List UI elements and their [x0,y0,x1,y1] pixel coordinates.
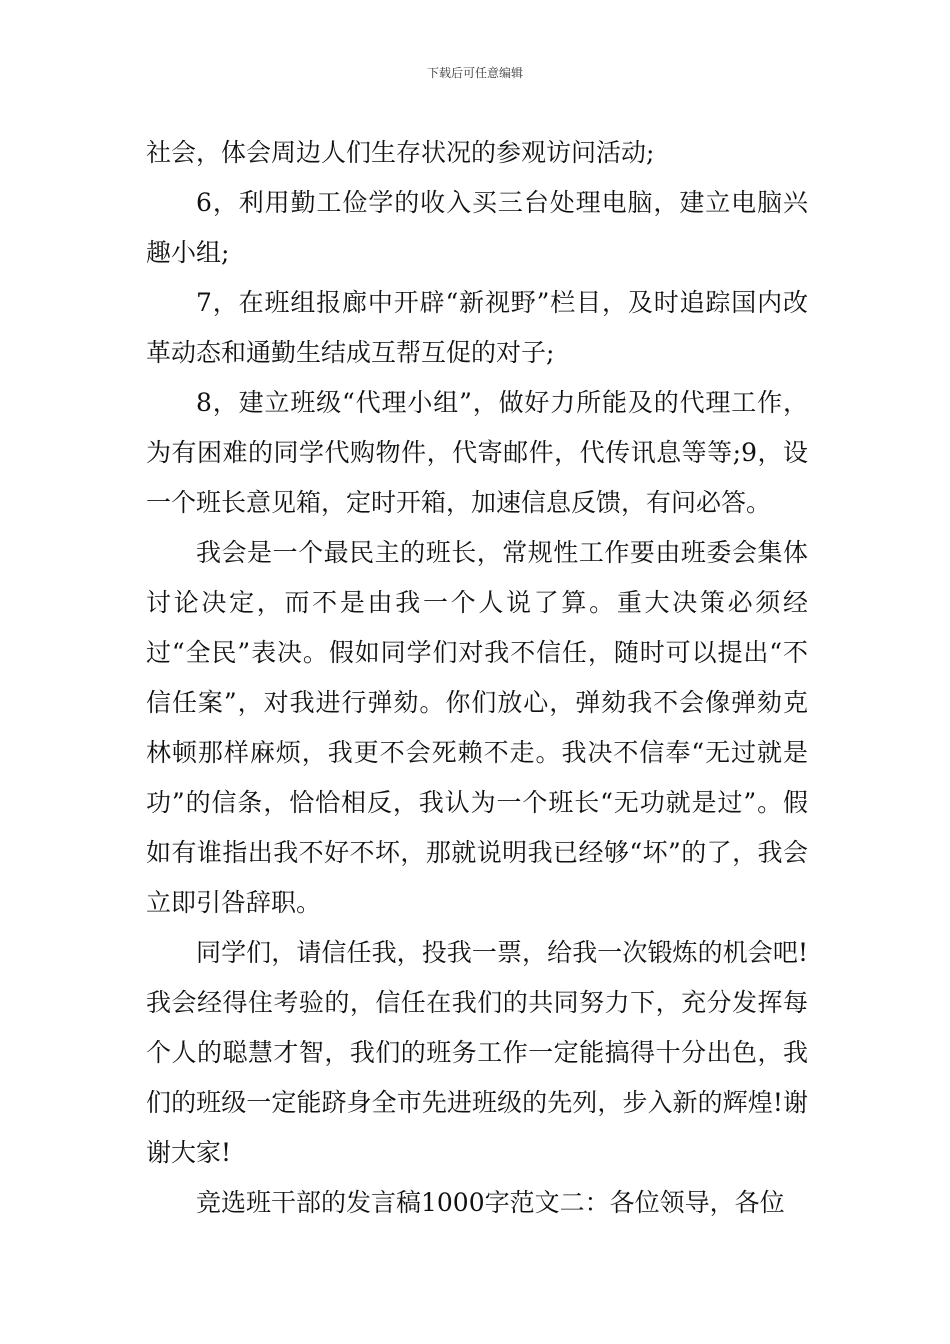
document-body [146,128,808,1228]
paragraph-7: 竞选班干部的发言稿1000字范文二：各位领导，各位 [196,1188,785,1217]
paragraph-1: 社会，体会周边人们生存状况的参观访问活动; [146,138,655,167]
paragraph-6: 同学们，请信任我，投我一票，给我一次锻炼的机会吧!我会经得住考验的，信任在我们的共同努力下，充分发挥每个人的聪慧才智，我们的班务工作一定能搞得十分出色，我们的班级一定能跻身全市先进班级的先列，步入新的辉煌!谢谢大家! [146,938,808,1167]
paragraph-3: 7，在班组报廊中开辟“新视野”栏目，及时追踪国内改革动态和通勤生结成互帮互促的对子; [146,288,808,367]
page-header: 下载后可任意编辑 [426,66,523,80]
paragraph-5: 我会是一个最民主的班长，常规性工作要由班委会集体讨论决定，而不是由我一个人说了算。重大决策必须经过“全民”表决。假如同学们对我不信任，随时可以提出“不信任案”，对我进行弹劾。你们放心，弹劾我不会像弹劾克林顿那样麻烦，我更不会死赖不走。我决不信奉“无过就是功”的信条，恰恰相反，我认为一个班长“无功就是过”。假如有谁指出我不好不坏，那就说明我已经够“坏”的了，我会立即引咎辞职。 [146,538,808,917]
paragraph-2: 6，利用勤工俭学的收入买三台处理电脑，建立电脑兴趣小组; [146,188,808,267]
paragraph-4: 8，建立班级“代理小组”，做好力所能及的代理工作，为有困难的同学代购物件，代寄邮件，代传讯息等等;9，设一个班长意见箱，定时开箱，加速信息反馈，有问必答。 [146,388,808,517]
